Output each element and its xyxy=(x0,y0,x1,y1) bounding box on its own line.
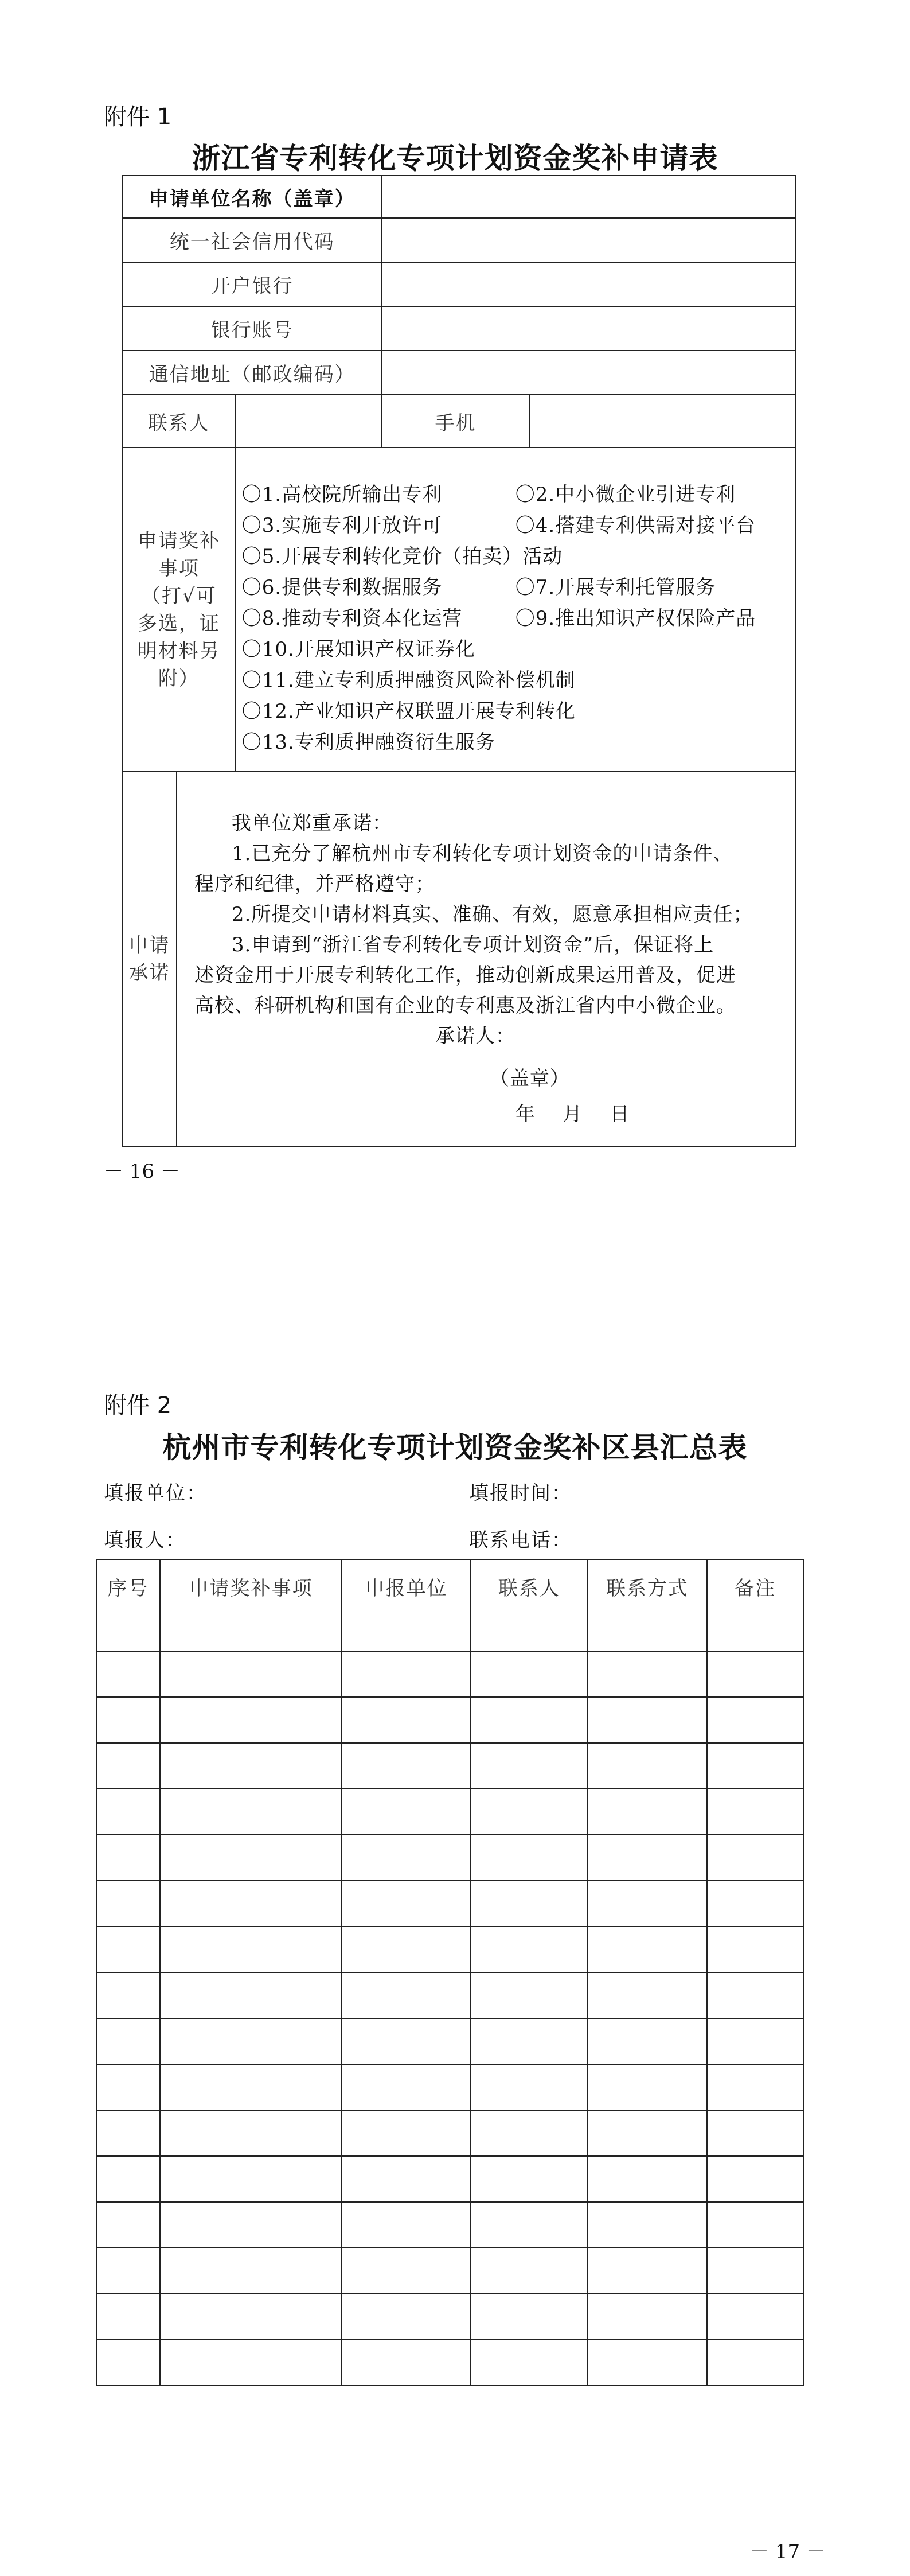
attachment-label-2: 附件 2 xyxy=(104,1392,172,1419)
option-9[interactable]: 〇9.推出知识产权保险产品 xyxy=(515,607,756,630)
table-cell[interactable] xyxy=(342,1972,471,2018)
table-cell[interactable] xyxy=(96,1835,160,1881)
table-row xyxy=(96,1651,803,1697)
table-cell[interactable] xyxy=(160,1789,342,1835)
table-cell[interactable] xyxy=(342,2110,471,2156)
table-cell[interactable] xyxy=(707,1651,803,1697)
table-row xyxy=(96,2248,803,2294)
table-cell[interactable] xyxy=(342,2248,471,2294)
table-row xyxy=(96,2110,803,2156)
table-cell[interactable] xyxy=(588,1835,708,1881)
table-cell[interactable] xyxy=(342,1651,471,1697)
table-cell[interactable] xyxy=(707,2202,803,2248)
pledge-label xyxy=(122,772,177,1146)
pledge-line: 述资金用于开展专利转化工作，推动创新成果运用普及，促进 xyxy=(194,964,736,987)
table-cell[interactable] xyxy=(707,2248,803,2294)
summary-table xyxy=(96,1559,804,2386)
items-label-line: 事项 xyxy=(158,557,200,580)
table-cell[interactable] xyxy=(342,1789,471,1835)
table-cell[interactable] xyxy=(471,2156,588,2202)
table-cell[interactable] xyxy=(471,1881,588,1927)
table-cell[interactable] xyxy=(471,1927,588,1972)
col-header-item: 申请奖补事项 xyxy=(160,1559,342,1651)
pledge-line: 3.申请到“浙江省专利转化专项计划资金”后，保证将上 xyxy=(231,933,714,956)
table-cell[interactable] xyxy=(471,1743,588,1789)
table-cell[interactable] xyxy=(96,1927,160,1972)
table-cell[interactable] xyxy=(707,2340,803,2386)
pledge-line: 程序和纪律，并严格遵守； xyxy=(194,873,435,896)
table-cell[interactable] xyxy=(160,1697,342,1743)
table-cell[interactable] xyxy=(160,2202,342,2248)
table-cell[interactable] xyxy=(707,1743,803,1789)
table-cell[interactable] xyxy=(160,2110,342,2156)
table-cell[interactable] xyxy=(160,2064,342,2110)
table-row xyxy=(96,2018,803,2064)
table-cell[interactable] xyxy=(96,1789,160,1835)
page-number-16: － 16 － xyxy=(104,1160,180,1183)
table-cell[interactable] xyxy=(588,2202,708,2248)
table-cell[interactable] xyxy=(160,2294,342,2340)
table-cell[interactable] xyxy=(342,2064,471,2110)
form-title-1: 浙江省专利转化专项计划资金奖补申请表 xyxy=(192,141,718,175)
table-cell[interactable] xyxy=(96,2202,160,2248)
table-cell[interactable] xyxy=(471,2018,588,2064)
option-4[interactable]: 〇4.搭建专利供需对接平台 xyxy=(515,514,756,537)
table-cell[interactable] xyxy=(160,1743,342,1789)
option-1[interactable]: 〇1.高校院所输出专利 xyxy=(241,483,443,506)
table-cell[interactable] xyxy=(96,1697,160,1743)
table-cell[interactable] xyxy=(471,1697,588,1743)
bank-label: 开户银行 xyxy=(122,262,382,306)
option-10[interactable]: 〇10.开展知识产权证券化 xyxy=(241,638,475,661)
table-cell[interactable] xyxy=(707,2294,803,2340)
table-cell[interactable] xyxy=(707,1972,803,2018)
pledge-line: 2.所提交申请材料真实、准确、有效，愿意承担相应责任； xyxy=(231,903,753,926)
table-row xyxy=(96,1697,803,1743)
option-13[interactable]: 〇13.专利质押融资衍生服务 xyxy=(241,731,495,754)
table-row xyxy=(96,1881,803,1927)
table-cell[interactable] xyxy=(588,1789,708,1835)
table-cell[interactable] xyxy=(471,1651,588,1697)
table-cell[interactable] xyxy=(471,2064,588,2110)
table-cell[interactable] xyxy=(588,2064,708,2110)
option-8[interactable]: 〇8.推动专利资本化运营 xyxy=(241,607,463,630)
table-cell[interactable] xyxy=(160,2248,342,2294)
account-field[interactable] xyxy=(382,306,796,351)
table-row xyxy=(96,2294,803,2340)
table-cell[interactable] xyxy=(160,1972,342,2018)
table-cell[interactable] xyxy=(96,2340,160,2386)
items-label-text xyxy=(123,527,235,692)
option-2[interactable]: 〇2.中小微企业引进专利 xyxy=(515,483,736,506)
pledge-label-line: 承诺 xyxy=(128,961,170,985)
contact-field[interactable] xyxy=(236,395,382,448)
table-row xyxy=(96,2340,803,2386)
table-cell[interactable] xyxy=(96,1743,160,1789)
table-cell[interactable] xyxy=(588,1697,708,1743)
items-label-line: 多选，证 xyxy=(137,612,220,635)
application-form-table xyxy=(122,175,796,1147)
table-cell[interactable] xyxy=(471,2202,588,2248)
table-cell[interactable] xyxy=(342,1927,471,1972)
table-cell[interactable] xyxy=(342,2156,471,2202)
table-cell[interactable] xyxy=(471,1835,588,1881)
pledge-line: 1.已充分了解杭州市专利转化专项计划资金的申请条件、 xyxy=(231,842,733,865)
table-row xyxy=(96,1789,803,1835)
table-cell[interactable] xyxy=(342,1743,471,1789)
table-cell[interactable] xyxy=(160,2156,342,2202)
pledge-signer: 承诺人： xyxy=(435,1025,515,1048)
table-cell[interactable] xyxy=(588,1651,708,1697)
table-row xyxy=(96,1927,803,1972)
table-cell[interactable] xyxy=(342,1881,471,1927)
table-cell[interactable] xyxy=(707,2018,803,2064)
pledge-line: 高校、科研机构和国有企业的专利惠及浙江省内中小微企业。 xyxy=(194,994,736,1017)
attachment-label-1: 附件 1 xyxy=(104,104,172,130)
table-cell[interactable] xyxy=(96,2248,160,2294)
table-cell[interactable] xyxy=(707,2064,803,2110)
options-cell xyxy=(236,448,796,772)
table-cell[interactable] xyxy=(588,2340,708,2386)
table-cell[interactable] xyxy=(471,2110,588,2156)
items-label-line: 申请奖补 xyxy=(137,529,220,552)
table-cell[interactable] xyxy=(588,2294,708,2340)
table-cell[interactable] xyxy=(707,2110,803,2156)
table-cell[interactable] xyxy=(342,2340,471,2386)
table-row xyxy=(96,1972,803,2018)
table-cell[interactable] xyxy=(160,1835,342,1881)
mobile-field[interactable] xyxy=(529,395,796,448)
table-cell[interactable] xyxy=(160,2340,342,2386)
table-cell[interactable] xyxy=(96,2156,160,2202)
table-row xyxy=(96,2202,803,2248)
items-label-line: （打√可 xyxy=(141,584,217,608)
table-cell[interactable] xyxy=(588,2018,708,2064)
pledge-label-line: 申请 xyxy=(128,933,170,957)
fill-time-label: 填报时间： xyxy=(469,1482,572,1505)
table-cell[interactable] xyxy=(342,1835,471,1881)
pledge-cell xyxy=(177,772,796,1146)
table-cell[interactable] xyxy=(96,2018,160,2064)
address-field[interactable] xyxy=(382,351,796,395)
table-cell[interactable] xyxy=(707,2156,803,2202)
table-cell[interactable] xyxy=(707,1697,803,1743)
filler-label: 填报人： xyxy=(104,1529,186,1552)
table-cell[interactable] xyxy=(588,1881,708,1927)
items-label-line: 附） xyxy=(158,667,200,690)
table-cell[interactable] xyxy=(96,1972,160,2018)
items-label xyxy=(122,448,236,772)
col-header-contact: 联系人 xyxy=(471,1559,588,1651)
option-5[interactable]: 〇5.开展专利转化竞价（拍卖）活动 xyxy=(241,545,563,568)
items-label-line: 明材料另 xyxy=(137,639,220,663)
phone-label: 联系电话： xyxy=(469,1529,572,1552)
table-cell[interactable] xyxy=(588,2156,708,2202)
table-cell[interactable] xyxy=(160,2018,342,2064)
table-cell[interactable] xyxy=(588,1972,708,2018)
table-cell[interactable] xyxy=(588,2248,708,2294)
unit-name-label: 申请单位名称（盖章） xyxy=(122,176,382,218)
table-cell[interactable] xyxy=(96,1651,160,1697)
option-3[interactable]: 〇3.实施专利开放许可 xyxy=(241,514,443,537)
table-cell[interactable] xyxy=(342,2202,471,2248)
pledge-seal: （盖章） xyxy=(489,1067,570,1090)
table-cell[interactable] xyxy=(471,2248,588,2294)
table-row xyxy=(96,1835,803,1881)
table-cell[interactable] xyxy=(707,1881,803,1927)
credit-code-field[interactable] xyxy=(382,218,796,262)
table-cell[interactable] xyxy=(96,2110,160,2156)
credit-code-label: 统一社会信用代码 xyxy=(122,218,382,262)
table-cell[interactable] xyxy=(342,2018,471,2064)
option-6[interactable]: 〇6.提供专利数据服务 xyxy=(241,576,443,599)
page-number-17: － 17 － xyxy=(749,2540,826,2563)
table-cell[interactable] xyxy=(96,2064,160,2110)
bank-field[interactable] xyxy=(382,262,796,306)
table-cell[interactable] xyxy=(160,1651,342,1697)
table-cell[interactable] xyxy=(96,2294,160,2340)
pledge-date: 年 月 日 xyxy=(515,1103,630,1126)
table-row xyxy=(96,2156,803,2202)
form-title-2: 杭州市专利转化专项计划资金奖补区县汇总表 xyxy=(162,1430,748,1464)
col-header-phone: 联系方式 xyxy=(588,1559,708,1651)
col-header-unit: 申报单位 xyxy=(342,1559,471,1651)
table-cell[interactable] xyxy=(707,1835,803,1881)
table-cell[interactable] xyxy=(342,2294,471,2340)
mobile-label: 手机 xyxy=(382,395,529,448)
table-cell[interactable] xyxy=(588,1927,708,1972)
table-cell[interactable] xyxy=(588,1743,708,1789)
option-11[interactable]: 〇11.建立专利质押融资风险补偿机制 xyxy=(241,669,576,692)
table-cell[interactable] xyxy=(471,2294,588,2340)
table-cell[interactable] xyxy=(471,1789,588,1835)
address-label: 通信地址（邮政编码） xyxy=(122,351,382,395)
table-row xyxy=(96,1743,803,1789)
unit-name-field[interactable] xyxy=(382,176,796,218)
table-cell[interactable] xyxy=(96,1881,160,1927)
option-7[interactable]: 〇7.开展专利托管服务 xyxy=(515,576,716,599)
table-row xyxy=(96,2064,803,2110)
table-cell[interactable] xyxy=(471,2340,588,2386)
table-cell[interactable] xyxy=(160,1881,342,1927)
table-cell[interactable] xyxy=(707,1789,803,1835)
table-cell[interactable] xyxy=(588,2110,708,2156)
option-12[interactable]: 〇12.产业知识产权联盟开展专利转化 xyxy=(241,700,576,723)
table-cell[interactable] xyxy=(160,1927,342,1972)
fill-unit-label: 填报单位： xyxy=(104,1482,207,1505)
table-cell[interactable] xyxy=(471,1972,588,2018)
account-label: 银行账号 xyxy=(122,306,382,351)
table-cell[interactable] xyxy=(707,1927,803,1972)
col-header-index: 序号 xyxy=(96,1559,160,1651)
table-cell[interactable] xyxy=(342,1697,471,1743)
pledge-line: 我单位郑重承诺： xyxy=(231,812,392,835)
col-header-remark: 备注 xyxy=(707,1559,803,1651)
contact-label: 联系人 xyxy=(122,395,236,448)
